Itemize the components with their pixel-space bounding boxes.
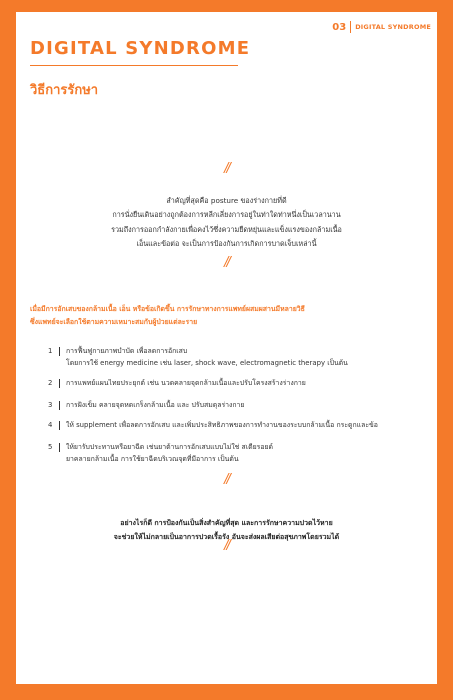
list-item bbox=[48, 420, 378, 432]
item-number: 3 bbox=[48, 401, 53, 409]
item-bar bbox=[59, 421, 60, 430]
intro-paragraph bbox=[56, 194, 397, 251]
list-item bbox=[48, 442, 273, 465]
page bbox=[16, 12, 437, 684]
divider-top: // bbox=[224, 161, 229, 176]
divider-lower: // bbox=[224, 472, 229, 487]
intro-line: เอ็นและข้อต่อ จะเป็นการป้องกันการเกิดการบาดเจ็บเหล่านี้ bbox=[136, 238, 317, 248]
header-separator bbox=[350, 21, 351, 33]
divider-middle: // bbox=[224, 255, 229, 270]
item-text: ยาคลายกล้ามเนื้อ การใช้ยาฉีดบริเวณจุดที่มีอาการ เป็นต้น bbox=[66, 454, 239, 463]
title-underline bbox=[30, 65, 238, 66]
intro-line: รวมถึงการออกกำลังกายเพื่อคงไว้ซึ่งความยืดหยุ่นและแข็งแรงของกล้ามเนื้อ bbox=[111, 224, 342, 234]
section-subtitle: วิธีการรักษา bbox=[30, 83, 99, 98]
list-item bbox=[48, 346, 348, 369]
treatment-intro-line: เมื่อมีการอักเสบของกล้ามเนื้อ เอ็น หรือข้อเกิดขึ้น การรักษาทางการแพทย์ผสมผสานมีหลายวิธี bbox=[30, 305, 305, 313]
item-text: การแพทย์แผนไทยประยุกต์ เช่น นวดคลายจุดกล้ามเนื้อและปรับโครงสร้างร่างกาย bbox=[66, 379, 306, 387]
closing-line: จะช่วยให้ไม่กลายเป็นอาการปวดเรื้อรัง อันจะส่งผลเสียต่อสุขภาพโดยรวมได้ bbox=[113, 533, 340, 541]
page-title: DIGITAL SYNDROME bbox=[30, 38, 251, 59]
list-item bbox=[48, 400, 244, 412]
page-header bbox=[332, 21, 431, 33]
item-number: 5 bbox=[48, 443, 53, 451]
item-number: 4 bbox=[48, 421, 53, 429]
list-item bbox=[48, 378, 306, 390]
closing-line: อย่างไรก็ดี การป้องกันเป็นสิ่งสำคัญที่สุด และการรักษาความปวดไว้หาย bbox=[120, 519, 333, 527]
item-bar bbox=[59, 379, 60, 388]
treatment-intro-line: ซึ่งแพทย์จะเลือกใช้ตามความเหมาะสมกับผู้ป่วยแต่ละราย bbox=[30, 317, 198, 326]
section-label: DIGITAL SYNDROME bbox=[355, 23, 431, 31]
item-number: 2 bbox=[48, 379, 53, 387]
divider-bottom: // bbox=[224, 538, 229, 553]
item-text: การฝังเข็ม คลายจุดหดเกร็งกล้ามเนื้อ และ ปรับสมดุลร่างกาย bbox=[66, 401, 245, 409]
intro-line: สำคัญที่สุดคือ posture ของร่างกายที่ดี bbox=[166, 196, 287, 205]
item-number: 1 bbox=[48, 347, 53, 355]
page-number: 03 bbox=[332, 21, 347, 33]
treatment-intro bbox=[30, 303, 425, 328]
item-text: การฟื้นฟูกายภาพบำบัด เพื่อลดการอักเสบ bbox=[66, 347, 188, 355]
item-text: โดยการใช้ energy medicine เช่น laser, shock wave, electromagnetic therapy เป็นต้น bbox=[66, 358, 348, 367]
item-text: ให้ supplement เพื่อลดการอักเสบ และเพิ่มประสิทธิภาพของการทำงานของระบบกล้ามเนื้อ กระดูกและข้อ bbox=[66, 421, 378, 429]
item-bar bbox=[59, 347, 60, 356]
item-bar bbox=[59, 443, 60, 452]
intro-line: การนั่งยืนเดินอย่างถูกต้องการหลีกเลี่ยงการอยู่ในท่าใดท่าหนึ่งเป็นเวลานาน bbox=[112, 210, 341, 220]
item-text: ให้ยารับประทานหรือยาฉีด เช่นยาต้านการอักเสบแบบไม่ใช่ สเตียรอยด์ bbox=[66, 443, 273, 451]
item-bar bbox=[59, 401, 60, 410]
